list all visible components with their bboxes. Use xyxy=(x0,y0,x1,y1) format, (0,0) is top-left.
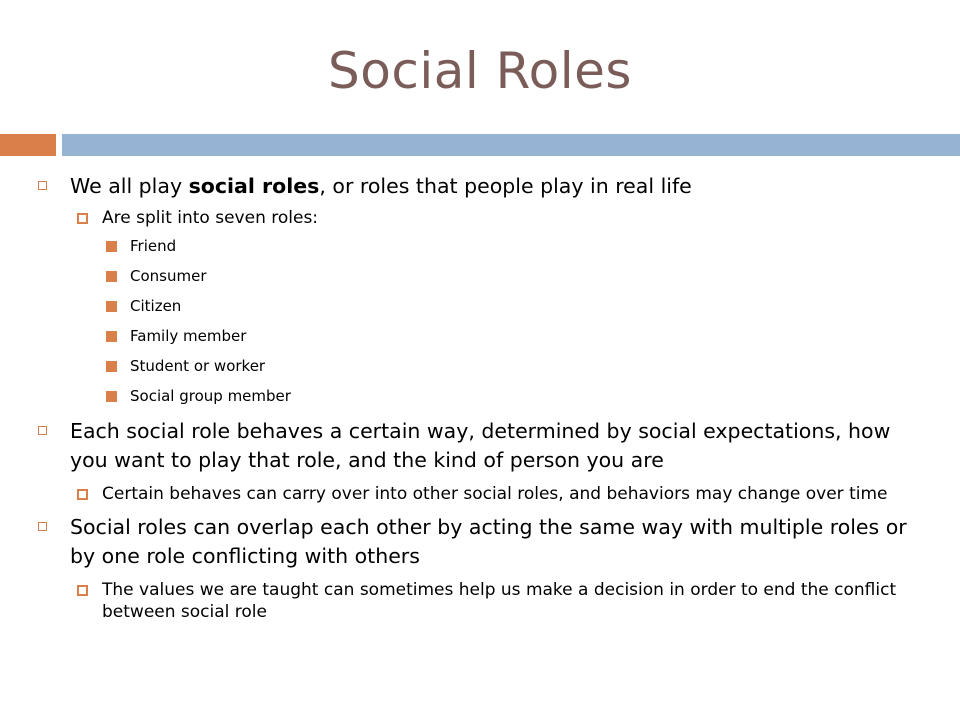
square-bullet-icon xyxy=(38,522,47,531)
role-text: Social group member xyxy=(130,387,291,405)
role-item xyxy=(38,291,918,321)
sub-bullet-text: Certain behaves can carry over into other social roles, and behaviors may change over time xyxy=(102,484,888,504)
filled-square-bullet-icon xyxy=(106,301,117,312)
square-bullet-icon xyxy=(77,489,88,500)
role-item xyxy=(38,321,918,351)
role-text: Student or worker xyxy=(130,357,266,375)
bullet-overlap xyxy=(38,513,918,571)
role-text: Consumer xyxy=(130,267,207,285)
square-bullet-icon xyxy=(77,213,88,224)
square-bullet-icon xyxy=(77,585,88,596)
role-item xyxy=(38,231,918,261)
sub-bullet-values xyxy=(38,579,918,623)
role-item xyxy=(38,261,918,291)
bullet-text-bold: social roles xyxy=(188,174,320,198)
slide-content xyxy=(38,172,918,623)
title-bar xyxy=(62,134,960,156)
filled-square-bullet-icon xyxy=(106,361,117,372)
sub-bullet-text: Are split into seven roles: xyxy=(102,208,319,228)
bullet-social-roles xyxy=(38,172,918,201)
role-text: Family member xyxy=(130,327,247,345)
role-text: Friend xyxy=(130,237,177,255)
filled-square-bullet-icon xyxy=(106,271,117,282)
filled-square-bullet-icon xyxy=(106,391,117,402)
bullet-behaviors xyxy=(38,417,918,475)
roles-list xyxy=(38,231,918,411)
sub-bullet-seven-roles xyxy=(38,207,918,229)
bullet-text: Social roles can overlap each other by acting the same way with multiple roles or by one role conflicting with others xyxy=(70,515,907,568)
filled-square-bullet-icon xyxy=(106,331,117,342)
accent-bar xyxy=(0,134,56,156)
square-bullet-icon xyxy=(38,426,47,435)
filled-square-bullet-icon xyxy=(106,241,117,252)
bullet-text: Each social role behaves a certain way, determined by social expectations, how you want to play that role, and the kind of person you are xyxy=(70,419,891,472)
sub-bullet-text: The values we are taught can sometimes help us make a decision in order to end the conflict between social role xyxy=(102,580,897,622)
bullet-text-post: , or roles that people play in real life xyxy=(319,174,692,198)
square-bullet-icon xyxy=(38,181,47,190)
bullet-text-pre: We all play xyxy=(70,174,189,198)
role-item xyxy=(38,351,918,381)
sub-bullet-carry-over xyxy=(38,483,918,505)
role-item xyxy=(38,381,918,411)
slide-title: Social Roles xyxy=(328,42,632,100)
role-text: Citizen xyxy=(130,297,182,315)
